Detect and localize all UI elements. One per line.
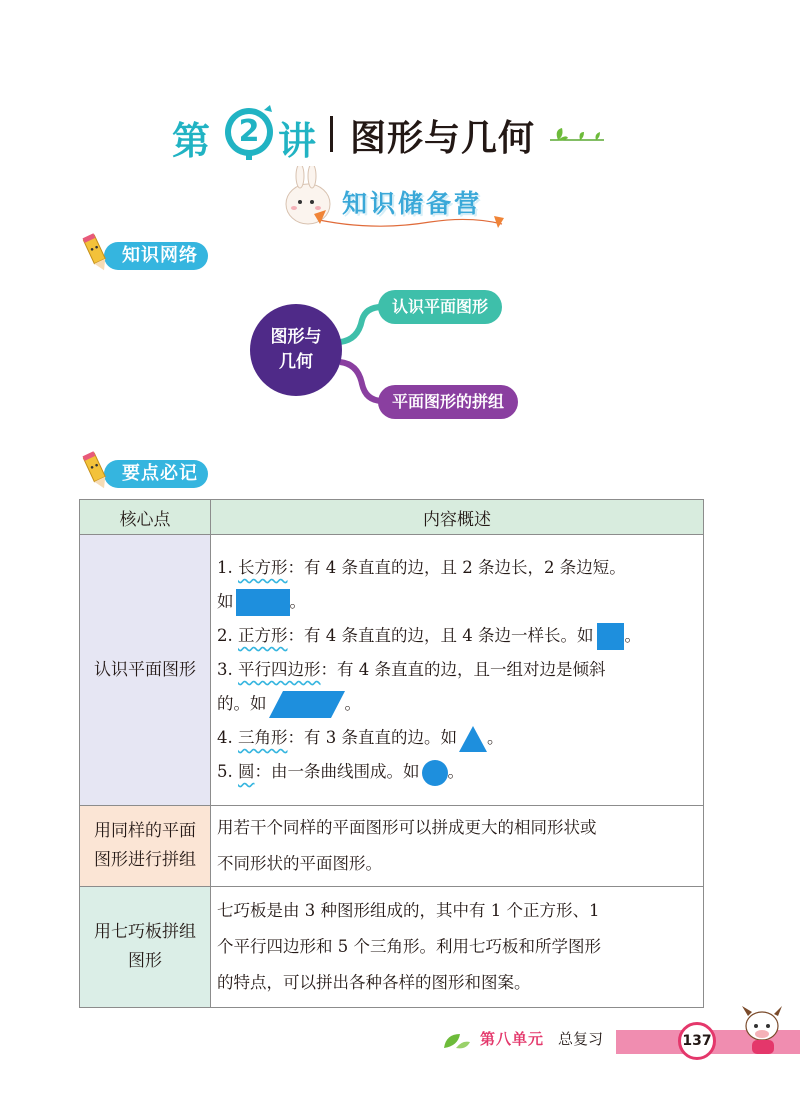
content-line: 的特点，可以拼出各种各样的图形和图案。 [217, 973, 531, 992]
content-line: 七巧板是由 3 种图形组成的，其中有 1 个正方形、1 [217, 901, 600, 920]
item-text: ：有 4 条直直的边，且 4 条边一样长。如 [287, 626, 594, 645]
row-label-line: 用七巧板拼组 [94, 922, 196, 943]
item-number: 4. [217, 728, 233, 747]
sprout-icon [548, 122, 608, 152]
item-text: ：由一条曲线围成。如 [254, 762, 420, 781]
list-item-example [217, 687, 697, 721]
lesson-number-badge [220, 104, 278, 162]
example-suffix: 。 [344, 694, 361, 713]
item-text: ：有 4 条直直的边，且一组对边是倾斜 [320, 660, 606, 679]
example-prefix: 如 [217, 592, 234, 611]
section-header-network [80, 232, 220, 272]
page-footer [440, 1014, 800, 1062]
row-content [211, 806, 704, 887]
table-row [80, 535, 704, 806]
example-suffix: 。 [447, 762, 464, 781]
circle-icon [422, 760, 448, 786]
cow-mascot-icon [730, 1004, 790, 1058]
item-term: 长方形 [238, 558, 288, 577]
title-suffix: 讲 [278, 119, 317, 163]
row-label [80, 806, 211, 887]
leaf-icon [440, 1030, 472, 1052]
banner-label: 知识储备营 [342, 189, 483, 218]
item-term: 圆 [238, 762, 255, 781]
parallelogram-icon [269, 691, 345, 718]
triangle-icon [459, 726, 487, 752]
mindmap-branch-plane-shapes: 认识平面图形 [378, 290, 502, 324]
content-line: 用若干个同样的平面图形可以拼成更大的相同形状或 [217, 818, 597, 837]
content-line: 不同形状的平面图形。 [217, 854, 382, 873]
square-icon [597, 623, 624, 650]
content-line: 个平行四边形和 5 个三角形。利用七巧板和所学图形 [217, 937, 601, 956]
keypoints-table [79, 499, 704, 1008]
mindmap-center-label: 图形与几何 [270, 326, 322, 372]
column-header-summary: 内容概述 [211, 500, 704, 535]
row-label-line: 用同样的平面 [94, 821, 196, 842]
column-header-core: 核心点 [80, 500, 211, 535]
list-item [217, 619, 697, 653]
item-text: ：有 3 条直直的边。如 [287, 728, 457, 747]
item-text: ：有 4 条直直的边，且 2 条边长，2 条边短。 [287, 558, 626, 577]
row-content [211, 535, 704, 806]
title-divider [330, 116, 333, 152]
mindmap-center-node [250, 304, 342, 396]
pencil-icon [80, 232, 112, 274]
item-term: 正方形 [238, 626, 288, 645]
row-label-line: 图形进行拼组 [94, 850, 196, 870]
table-header-row [80, 500, 704, 535]
footer-unit: 第八单元 [480, 1030, 545, 1048]
list-item-example [217, 585, 697, 619]
lesson-title [172, 104, 632, 164]
row-label [80, 887, 211, 1008]
title-prefix: 第 [172, 119, 211, 163]
item-term: 平行四边形 [238, 660, 321, 679]
table-row [80, 806, 704, 887]
page-number: 137 [678, 1022, 716, 1060]
example-prefix: 的。如 [217, 694, 267, 713]
row-label: 认识平面图形 [80, 535, 211, 806]
item-number: 2. [217, 626, 233, 645]
page-title: 图形与几何 [350, 118, 536, 159]
lesson-number: 2 [231, 114, 267, 150]
example-suffix: 。 [487, 728, 504, 747]
pencil-icon [80, 450, 112, 492]
list-item [217, 755, 697, 789]
table-row [80, 887, 704, 1008]
list-item [217, 653, 697, 687]
example-suffix: 。 [289, 592, 306, 611]
knowledge-mindmap [240, 280, 560, 430]
section-header-keypoints [80, 450, 220, 490]
list-item [217, 551, 697, 585]
knowledge-camp-banner [280, 166, 516, 234]
section-title: 知识网络 [104, 242, 208, 270]
item-number: 3. [217, 660, 233, 679]
example-suffix: 。 [624, 626, 641, 645]
item-number: 1. [217, 558, 233, 577]
item-number: 5. [217, 762, 233, 781]
row-content [211, 887, 704, 1008]
mindmap-branch-shape-combination: 平面图形的拼组 [378, 385, 518, 419]
list-item [217, 721, 697, 755]
rectangle-icon [236, 589, 290, 616]
row-label-line: 图形 [128, 951, 162, 971]
item-term: 三角形 [238, 728, 288, 747]
footer-review: 总复习 [558, 1030, 604, 1048]
section-title: 要点必记 [104, 460, 208, 488]
rabbit-icon [286, 166, 330, 224]
